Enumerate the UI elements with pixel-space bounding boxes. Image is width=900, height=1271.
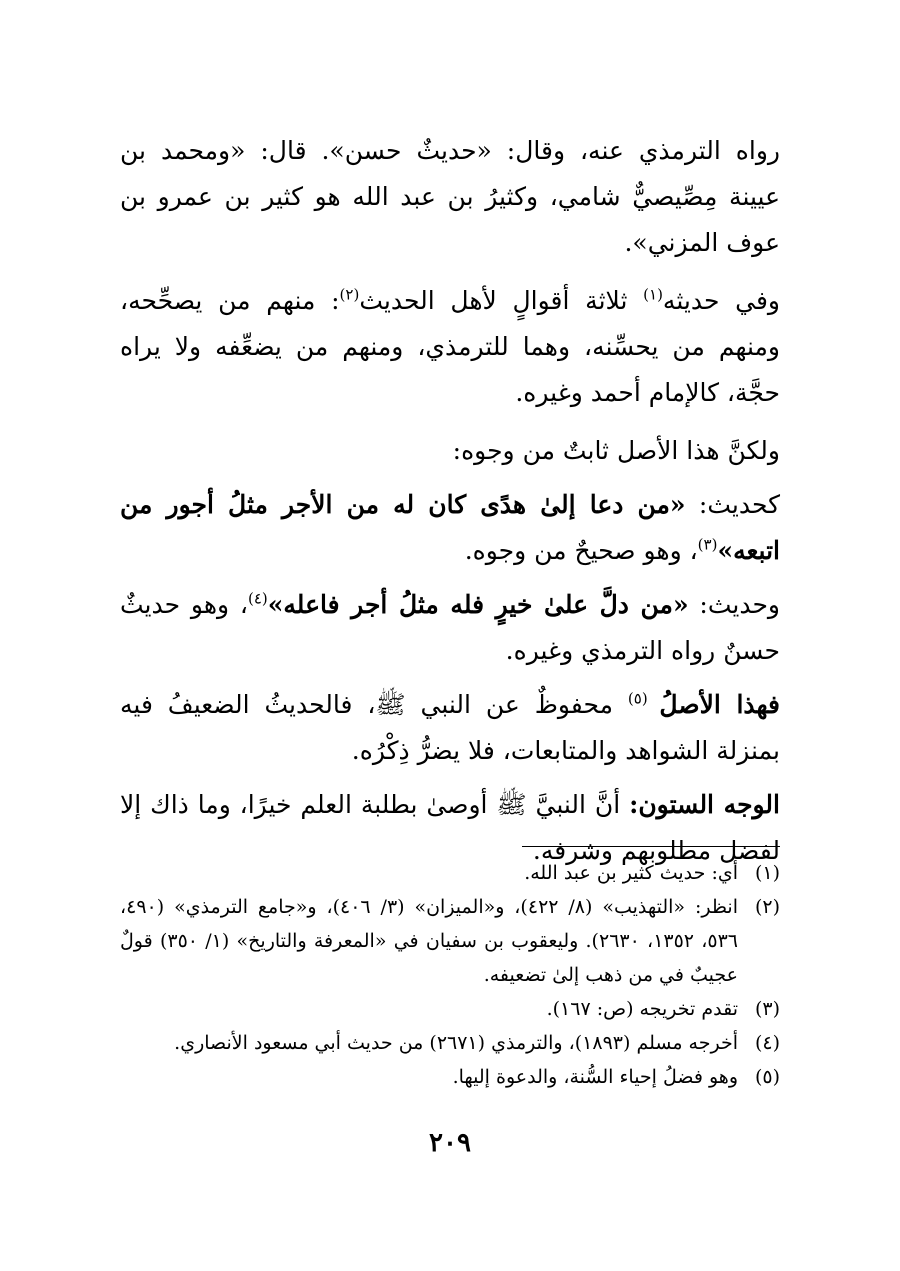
paragraph-5-text-a: وحديث: bbox=[688, 590, 781, 619]
paragraph-4-text-b: ، وهو صحيحٌ من وجوه. bbox=[464, 536, 698, 565]
footnote-number: (٢) bbox=[754, 896, 780, 918]
paragraph-1 bbox=[120, 128, 780, 266]
footnote-text: وهو فضلُ إحياء السُّنة، والدعوة إليها. bbox=[452, 1066, 738, 1088]
paragraph-4-text-a: كحديث: bbox=[685, 490, 780, 519]
footnote-ref-1[interactable]: (١) bbox=[643, 285, 663, 304]
paragraph-2-text-c: : منهم من يصحِّحه، ومنهم من يحسِّنه، وهما للترمذي، ومنهم من يضعِّفه ولا يراه حجَّة، كالإمام أحمد وغيره. bbox=[120, 286, 780, 407]
paragraph-3-text: ولكنَّ هذا الأصل ثابتٌ من وجوه: bbox=[452, 436, 780, 465]
hadith-quote-1: «من دعا إلىٰ هدًى كان له من الأجر مثلُ أجور من اتبعه» bbox=[120, 490, 780, 565]
footnote-number: (٤) bbox=[754, 1032, 780, 1054]
footnote-3 bbox=[120, 992, 780, 1026]
footnote-ref-3[interactable]: (٣) bbox=[697, 535, 718, 554]
paragraph-2-text-b: ثلاثة أقوالٍ لأهل الحديث bbox=[359, 286, 644, 315]
footnote-text: انظر: «التهذيب» (٨/ ٤٢٢)، و«الميزان» (٣/ ٤٠٦)، و«جامع الترمذي» (٤٩٠، ٥٣٦، ١٣٥٢، ٢٦٣٠). وليعقوب بن سفيان في «المعرفة والتاريخ» (١/ ٣٥٠) قولٌ عجيبٌ في من ذهب إلىٰ تضعيفه. bbox=[120, 896, 739, 986]
paragraph-2 bbox=[120, 278, 780, 416]
paragraph-1-text: رواه الترمذي عنه، وقال: «حديثٌ حسن». قال: «ومحمد بن عيينة مِصِّيصيٌّ شامي، وكثيرُ بن عبد الله هو كثير بن عمرو بن عوف المزني». bbox=[120, 136, 780, 257]
main-text bbox=[120, 128, 780, 882]
footnote-number: (٣) bbox=[754, 998, 780, 1020]
paragraph-6-text-a: فهذا الأصلُ bbox=[659, 690, 780, 719]
footnote-5 bbox=[120, 1060, 780, 1094]
paragraph-2-text-a: وفي حديثه bbox=[662, 286, 781, 315]
footnote-text: أي: حديث كثير بن عبد الله. bbox=[524, 862, 738, 884]
footnote-number: (١) bbox=[754, 862, 780, 884]
footnote-4 bbox=[120, 1026, 780, 1060]
paragraph-4 bbox=[120, 482, 780, 574]
footnote-text: أخرجه مسلم (١٨٩٣)، والترمذي (٢٦٧١) من حديث أبي مسعود الأنصاري. bbox=[174, 1032, 738, 1054]
footnote-ref-5[interactable]: (٥) bbox=[627, 689, 660, 708]
footnotes bbox=[120, 856, 780, 1094]
footnote-ref-2[interactable]: (٢) bbox=[339, 285, 360, 304]
paragraph-7-text: أنَّ النبيَّ ﷺ أوصىٰ بطلبة العلم خيرًا، وما ذاك إلا لفضل مطلوبهم وشرفه. bbox=[120, 790, 780, 865]
paragraph-5-text-b: ، وهو حديثٌ حسنٌ رواه الترمذي وغيره. bbox=[120, 590, 780, 665]
footnote-divider bbox=[522, 846, 780, 847]
footnote-2 bbox=[120, 890, 780, 992]
page-number: ٢٠٩ bbox=[429, 1128, 471, 1158]
paragraph-6 bbox=[120, 682, 780, 774]
footnote-number: (٥) bbox=[754, 1066, 780, 1088]
footnote-ref-4[interactable]: (٤) bbox=[248, 589, 268, 608]
hadith-quote-2: «من دلَّ علىٰ خيرٍ فله مثلُ أجر فاعله» bbox=[267, 590, 689, 619]
paragraph-5 bbox=[120, 582, 780, 674]
footnote-1 bbox=[120, 856, 780, 890]
paragraph-3 bbox=[120, 428, 780, 474]
section-heading-sixtieth: الوجه الستون: bbox=[629, 790, 780, 819]
footnote-text: تقدم تخريجه (ص: ١٦٧). bbox=[546, 998, 738, 1020]
paragraph-6-text-b: محفوظٌ عن النبي ﷺ، فالحديثُ الضعيفُ فيه بمنزلة الشواهد والمتابعات، فلا يضرُّ ذِكْرُه. bbox=[120, 690, 780, 765]
